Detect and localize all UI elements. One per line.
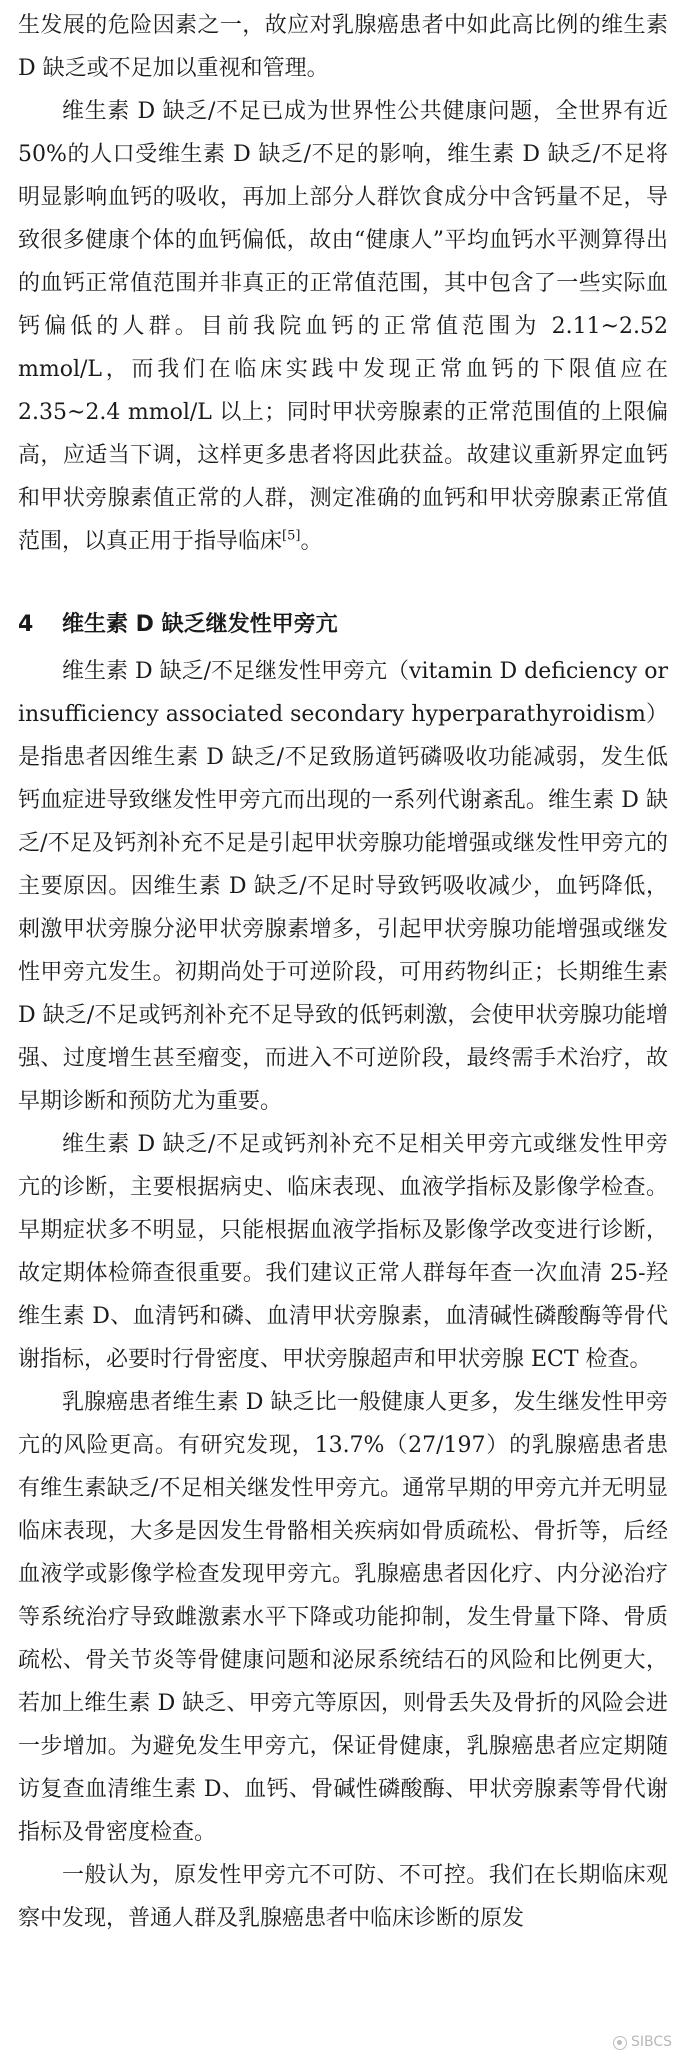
watermark — [613, 2021, 672, 2064]
section-number: 4 — [18, 612, 34, 637]
paragraph-definition: 维生素 D 缺乏/不足继发性甲旁亢（vitamin D deficiency or insufficiency associated secondary hyperparathyroidism）是指患者因维生素 D 缺乏/不足致肠道钙磷吸收功能减弱，发生低钙血症进导致继发性甲旁亢而出现的一系列代谢紊乱。维生素 D 缺乏/不足及钙剂补充不足是引起甲状旁腺功能增强或继发性甲旁亢的主要原因。因维生素 D 缺乏/不足时导致钙吸收减少，血钙降低，刺激甲状旁腺分泌甲状旁腺素增多，引起甲状旁腺功能增强或继发性甲旁亢发生。初期尚处于可逆阶段，可用药物纠正；长期维生素 D 缺乏/不足或钙剂补充不足导致的低钙刺激，会使甲状旁腺功能增强、过度增生甚至瘤变，而进入不可逆阶段，最终需手术治疗，故早期诊断和预防尤为重要。 — [18, 659, 668, 1114]
section-heading — [18, 603, 668, 646]
watermark-logo-icon — [613, 2036, 627, 2050]
paragraph-vitamin-d-public-health — [18, 90, 668, 563]
intro-paragraph: 生发展的危险因素之一，故应对乳腺癌患者中如此高比例的维生素 D 缺乏或不足加以重视和管理。 — [18, 13, 668, 81]
paragraph-text: 维生素 D 缺乏/不足已成为世界性公共健康问题，全世界有近 50%的人口受维生素 D 缺乏/不足的影响，维生素 D 缺乏/不足将明显影响血钙的吸收，再加上部分人群饮食成分中含钙量不足，导致很多健康个体的血钙偏低，故由“健康人”平均血钙水平测算得出的血钙正常值范围并非真正的正常值范围，其中包含了一些实际血钙偏低的人群。目前我院血钙的正常值范围为 2.11~2.52 mmol/L，而我们在临床实践中发现正常血钙的下限值应在 2.35~2.4 mmol/L 以上；同时甲状旁腺素的正常范围值的上限偏高，应适当下调，这样更多患者将因此获益。故建议重新界定血钙和甲状旁腺素值正常的人群，测定准确的血钙和甲状旁腺素正常值范围，以真正用于指导临床 — [18, 99, 668, 554]
paragraph-breast-cancer-risk: 乳腺癌患者维生素 D 缺乏比一般健康人更多，发生继发性甲旁亢的风险更高。有研究发现，13.7%（27/197）的乳腺癌患者患有维生素缺乏/不足相关继发性甲旁亢。通常早期的甲旁亢并无明显临床表现，大多是因发生骨骼相关疾病如骨质疏松、骨折等，后经血液学或影像学检查发现甲旁亢。乳腺癌患者因化疗、内分泌治疗等系统治疗导致雌激素水平下降或功能抑制，发生骨量下降、骨质疏松、骨关节炎等骨健康问题和泌尿系统结石的风险和比例更大，若加上维生素 D 缺乏、甲旁亢等原因，则骨丢失及骨折的风险会进一步增加。为避免发生甲旁亢，保证骨健康，乳腺癌患者应定期随访复查血清维生素 D、血钙、骨碱性磷酸酶、甲状旁腺素等骨代谢指标及骨密度检查。 — [18, 1390, 668, 1845]
section-title: 维生素 D 缺乏继发性甲旁亢 — [62, 612, 338, 637]
paragraph-primary-hyperparathyroidism: 一般认为，原发性甲旁亢不可防、不可控。我们在长期临床观察中发现，普通人群及乳腺癌患者中临床诊断的原发 — [18, 1863, 668, 1931]
citation-reference[interactable]: [5] — [282, 528, 301, 544]
paragraph-diagnosis: 维生素 D 缺乏/不足或钙剂补充不足相关甲旁亢或继发性甲旁亢的诊断，主要根据病史、临床表现、血液学指标及影像学检查。早期症状多不明显，只能根据血液学指标及影像学改变进行诊断，故定期体检筛查很重要。我们建议正常人群每年查一次血清 25-羟维生素 D、血清钙和磷、血清甲状旁腺素，血清碱性磷酸酶等骨代谢指标，必要时行骨密度、甲状旁腺超声和甲状旁腺 ECT 检查。 — [18, 1132, 668, 1372]
watermark-text: SIBCS — [630, 2034, 672, 2050]
paragraph-tail: 。 — [300, 529, 323, 554]
